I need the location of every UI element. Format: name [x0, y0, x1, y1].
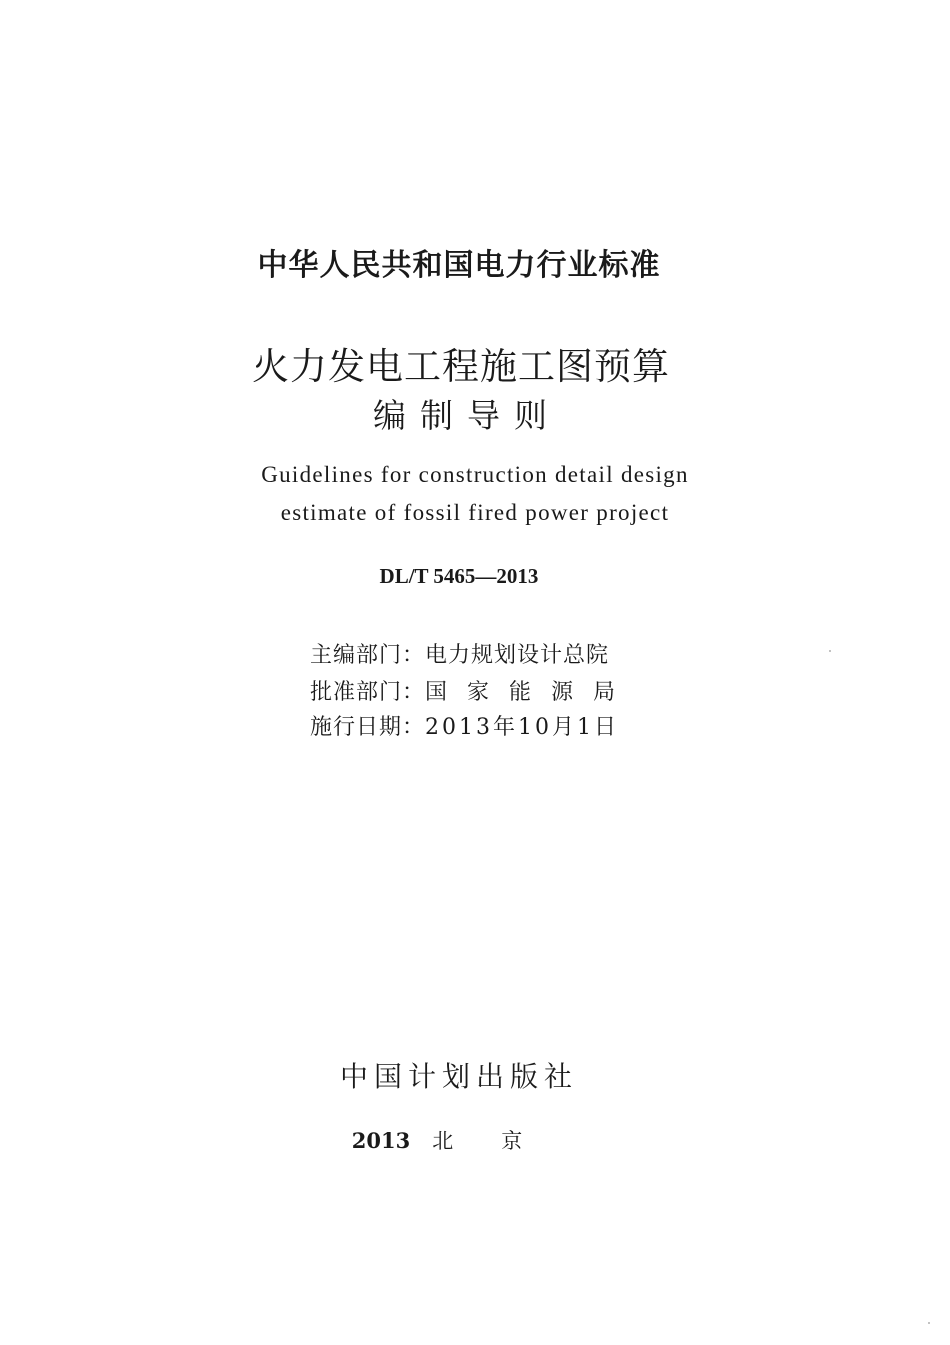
imprint: [0, 1125, 936, 1155]
publisher-name: 中国计划出版社: [339, 1060, 578, 1093]
document-title-line-1: 火力发电工程施工图预算: [252, 345, 670, 388]
scan-speck: [928, 1322, 930, 1324]
effective-date-row: [310, 710, 619, 741]
standard-category: 中华人民共和国电力行业标准: [257, 248, 661, 283]
standard-code: DL/T 5465—2013: [379, 564, 539, 588]
scan-speck: [829, 650, 831, 652]
editor-row: [310, 638, 609, 669]
approver-label: 批准部门：: [310, 680, 426, 705]
approver-value: 国家能源局: [425, 680, 636, 705]
editor-label: 主编部门：: [310, 643, 426, 668]
english-title-line-2: estimate of fossil fired power project: [280, 500, 670, 525]
editor-value: 电力规划设计总院: [425, 643, 610, 668]
effective-value: 2013年10月1日: [425, 715, 619, 740]
approver-row: [310, 675, 635, 706]
document-title-line-2: 编制导则: [373, 396, 561, 435]
imprint-year: 2013: [351, 1128, 411, 1153]
english-title-line-1: Guidelines for construction detail design: [261, 462, 689, 487]
imprint-city: 北京: [432, 1129, 571, 1153]
effective-label: 施行日期：: [310, 715, 426, 740]
